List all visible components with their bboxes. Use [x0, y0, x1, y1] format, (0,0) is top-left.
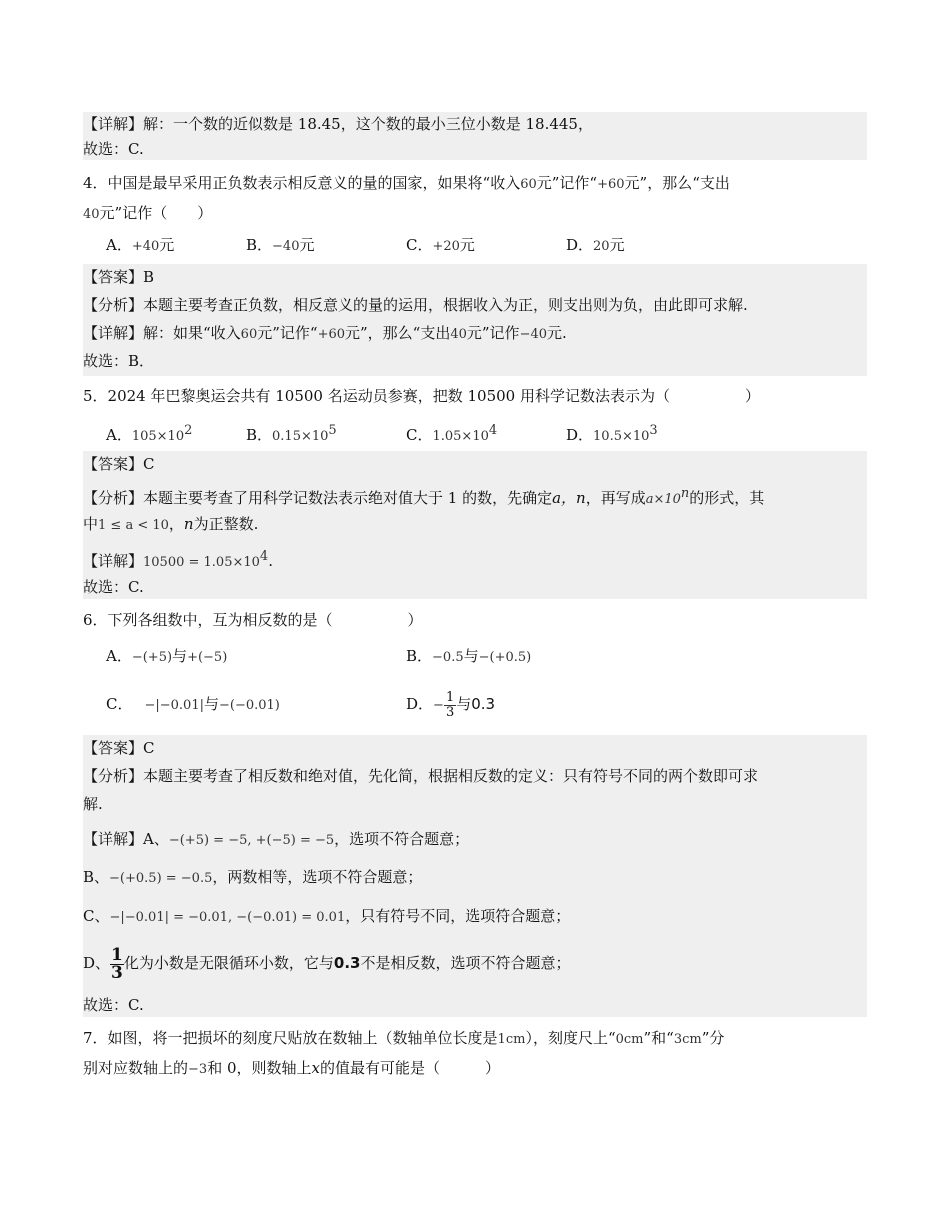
q4-analysis: 【分析】本题主要考查正负数，相反意义的量的运用，根据收入为正，则支出则为负，由此即可求解. [83, 296, 748, 314]
q6-option-a: A．−(+5)与+(−5) [106, 647, 228, 665]
q6-detail-d: D、 $\frac{1}{3}$ 化为小数是无限循环小数，它与0.3不是相反数，选项不符合题意； [83, 944, 571, 983]
q5-option-c: C．$1.05\times 10^4$ [406, 423, 498, 444]
q7-stem-line1: 7．如图，将一把损坏的刻度尺贴放在数轴上（数轴单位长度是1cm），刻度尺上“0cm”和“3cm”分 [83, 1029, 725, 1047]
q5-analysis-line2: 中1 ≤ a < 10，n为正整数. [83, 515, 259, 533]
q6-detail-b: B、−(+0.5) = −0.5，两数相等，选项不符合题意； [83, 868, 423, 886]
q4-option-d: D．20元 [566, 236, 625, 254]
q6-choice: 故选：C. [83, 996, 144, 1014]
q4-stem-line1: 4．中国是最早采用正负数表示相反意义的量的国家，如果将“收入60元”记作“+60元”，那么“支出 [83, 174, 730, 192]
q5-option-a: A．$105\times 10^2$ [106, 423, 193, 444]
q5-analysis-line1: 【分析】本题主要考查了用科学记数法表示绝对值大于 1 的数，先确定a，n，再写成$a\times 10^n$的形式，其 [83, 486, 765, 507]
q4-choice: 故选：B． [83, 352, 155, 370]
q6-analysis-line1: 【分析】本题主要考查了相反数和绝对值，先化简，根据相反数的定义：只有符号不同的两个数即可求 [83, 767, 759, 785]
prev-choice: 故选：C. [83, 140, 144, 158]
q5-option-b: B．$0.15\times 10^5$ [246, 423, 337, 444]
q4-detail: 【详解】解：如果“收入60元”记作“+60元”，那么“支出40元”记作−40元. [83, 324, 567, 342]
q7-stem-line2: 别对应数轴上的−3和 0，则数轴上x的值最有可能是（ ） [83, 1059, 500, 1077]
q6-stem: 6．下列各组数中，互为相反数的是（ ） [83, 611, 423, 629]
prev-detail: 【详解】解：一个数的近似数是 18.45，这个数的最小三位小数是 18.445， [83, 115, 593, 133]
q5-choice: 故选：C. [83, 578, 144, 596]
q5-answer: 【答案】C [83, 455, 155, 473]
q5-detail: 【详解】$10500 = 1.05\times 10^4$. [83, 549, 273, 570]
q4-answer: 【答案】B [83, 268, 155, 286]
prev-solution-block [83, 112, 867, 160]
q5-solution-block [83, 451, 867, 599]
q6-answer: 【答案】C [83, 739, 155, 757]
q6-analysis-line2: 解. [83, 795, 103, 813]
q6-detail-a: 【详解】A、−(+5) = −5, +(−5) = −5，选项不符合题意； [83, 830, 470, 848]
q5-option-d: D．$10.5\times 10^3$ [566, 423, 658, 444]
q4-solution-block [83, 264, 867, 376]
q4-option-a: A．+40元 [106, 236, 175, 254]
q6-detail-c: C、−|−0.01| = −0.01, −(−0.01) = 0.01，只有符号不同，选项符合题意； [83, 907, 571, 925]
q6-option-b: B．−0.5与−(+0.5) [406, 647, 532, 665]
q6-solution-block [83, 735, 867, 1017]
q4-option-c: C．+20元 [406, 236, 475, 254]
q6-option-d: D．− $\frac{1}{3}$ 与0.3 [406, 689, 496, 720]
q4-stem-line2: 40元”记作（ ） [83, 204, 213, 222]
q6-option-c: C． −|−0.01|与−(−0.01) [106, 695, 280, 713]
q5-stem: 5．2024 年巴黎奥运会共有 10500 名运动员参赛，把数 10500 用科学记数法表示为（ ） [83, 387, 760, 405]
q4-option-b: B．−40元 [246, 236, 315, 254]
